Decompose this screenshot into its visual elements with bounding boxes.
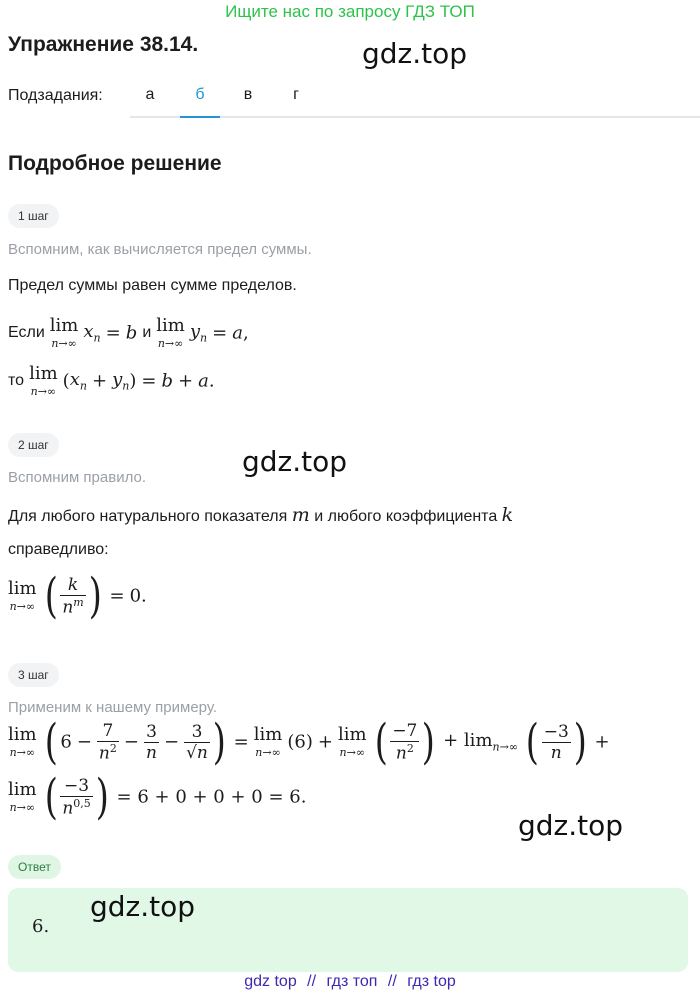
footer-link-3[interactable]: гдз top [407, 973, 456, 990]
step-2-text-b: и любого коэффициента [314, 508, 498, 525]
tab-a[interactable]: а [145, 86, 155, 103]
answer-box [8, 888, 688, 972]
footer-sep-2: // [387, 973, 397, 990]
step-1-text: Предел суммы равен сумме пределов. [8, 277, 297, 294]
then-word: то [8, 372, 25, 389]
step-3-hint: Применим к нашему примеру. [8, 699, 218, 716]
step-3-formula-line-1: lim n→∞ ( 6 − $\frac{7}{n^2}$ − $\frac{3}{n}$ − $\frac{3}{√n}$ ) = lim n→∞ (6) + lim n→∞ ( $\frac{-7}{n^2}$ ) + $\lim_{n\to\infty}$ ( $\frac{-3}{n}$ ) + [8, 714, 610, 770]
footer-links [0, 973, 700, 991]
step-2-badge: 2 шаг [8, 433, 59, 457]
tab-b[interactable]: б [180, 86, 220, 118]
footer-link-2[interactable]: гдз топ [326, 973, 378, 990]
watermark: gdz.top [242, 445, 348, 478]
step-1-hint: Вспомним, как вычисляется предел суммы. [8, 241, 312, 258]
tab-v[interactable]: в [243, 86, 253, 103]
step-1-formula-if: Если lim n→∞ $x_n = b$ и lim n→∞ $y_n = a$, [8, 315, 249, 350]
answer-badge: Ответ [8, 855, 61, 879]
if-word: Если [8, 324, 45, 341]
search-banner: Ищите нас по запросу ГДЗ ТОП [225, 2, 475, 21]
solution-heading: Подробное решение [8, 152, 222, 175]
exercise-title: Упражнение 38.14. [8, 33, 199, 56]
step-2-text: Для любого натурального показателя m и любого коэффициента k [8, 504, 514, 526]
watermark: gdz.top [362, 37, 468, 70]
watermark: gdz.top [90, 890, 196, 923]
and-word: и [142, 324, 152, 341]
step-3-badge: 3 шаг [8, 663, 59, 687]
subtask-tabs [130, 86, 700, 118]
step-2-text-a: Для любого натурального показателя [8, 508, 288, 525]
watermark: gdz.top [518, 809, 624, 842]
answer-value: 6. [32, 916, 50, 937]
step-1-badge: 1 шаг [8, 204, 59, 228]
step-2-text-c: справедливо: [8, 541, 109, 558]
tab-g[interactable]: г [293, 86, 299, 103]
subtasks-label: Подзадания: [8, 87, 103, 104]
step-2-formula: lim n→∞ ( $\frac{k}{n^m}$ ) = 0. [8, 568, 147, 624]
step-1-formula-then: то lim n→∞ $(x_n + y_n) = b + a$. [8, 363, 215, 398]
step-3-formula-line-2: lim n→∞ ( $\frac{-3}{n^{0,5}}$ ) = 6 + 0 + 0 + 0 = 6. [8, 769, 307, 825]
footer-sep-1: // [307, 973, 317, 990]
footer-link-1[interactable]: gdz top [244, 973, 297, 990]
step-2-hint: Вспомним правило. [8, 469, 147, 486]
